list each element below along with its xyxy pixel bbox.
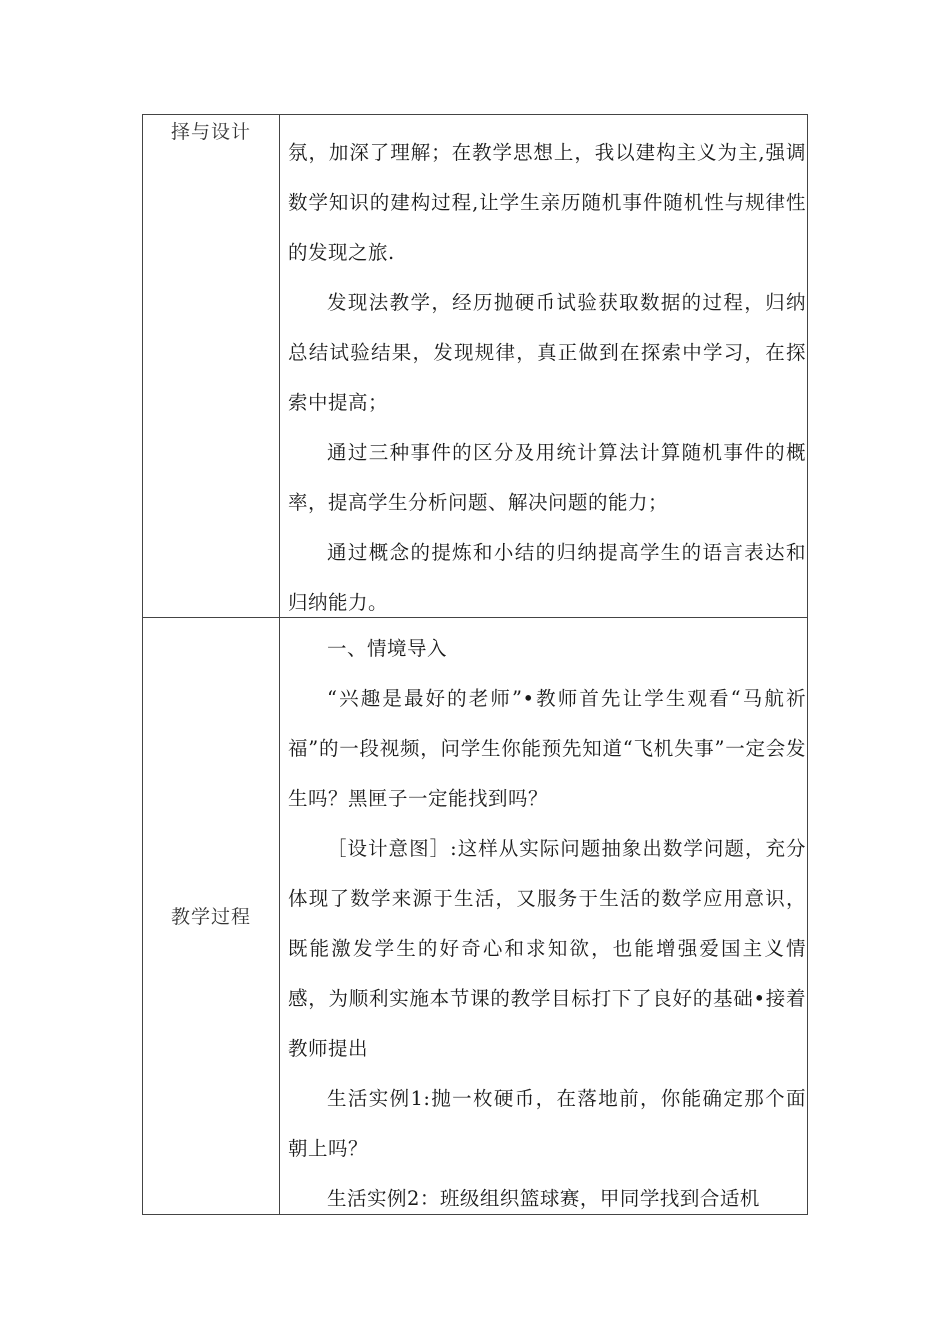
section-heading-intro: 一、情境导入: [327, 637, 448, 660]
lesson-plan-table: [142, 114, 808, 1215]
paragraph-design-philosophy: 氛，加深了理解；在教学思想上，我以建构主义为主,强调数学知识的建构过程,让学生亲历随机事件随机性与规律性的发现之旅.: [288, 141, 806, 264]
paragraph-problem-solving: 通过三种事件的区分及用统计算法计算随机事件的概率，提高学生分析问题、解决问题的能力；: [288, 441, 806, 514]
column-divider: [279, 618, 280, 1214]
row-content-process: [288, 624, 806, 1224]
table-row-design: [142, 114, 808, 618]
paragraph-design-intent: ［设计意图］:这样从实际问题抽象出数学问题，充分体现了数学来源于生活，又服务于生活的数学应用意识，既能激发学生的好奇心和求知欲，也能增强爱国主义情感，为顺利实施本节课的教学目标打下了良好的基础•接着教师提出: [288, 837, 806, 1060]
paragraph-example-1: 生活实例1:抛一枚硬币，在落地前，你能确定那个面朝上吗？: [288, 1087, 806, 1160]
paragraph-discovery-method: 发现法教学，经历抛硬币试验获取数据的过程，归纳总结试验结果，发现规律，真正做到在探索中学习，在探索中提高；: [288, 291, 806, 414]
row-content-design: [288, 128, 806, 628]
row-label-process: 教学过程: [170, 906, 251, 928]
paragraph-language-ability: 通过概念的提炼和小结的归纳提高学生的语言表达和归纳能力。: [288, 541, 806, 614]
table-row-process: [142, 617, 808, 1215]
paragraph-example-2: 生活实例2：班级组织篮球赛，甲同学找到合适机: [327, 1187, 760, 1210]
row-label-design: 择与设计: [170, 121, 251, 143]
column-divider: [279, 115, 280, 617]
paragraph-video-intro: “兴趣是最好的老师”•教师首先让学生观看“马航祈福”的一段视频，问学生你能预先知道“飞机失事”一定会发生吗？黑匣子一定能找到吗？: [288, 687, 806, 810]
